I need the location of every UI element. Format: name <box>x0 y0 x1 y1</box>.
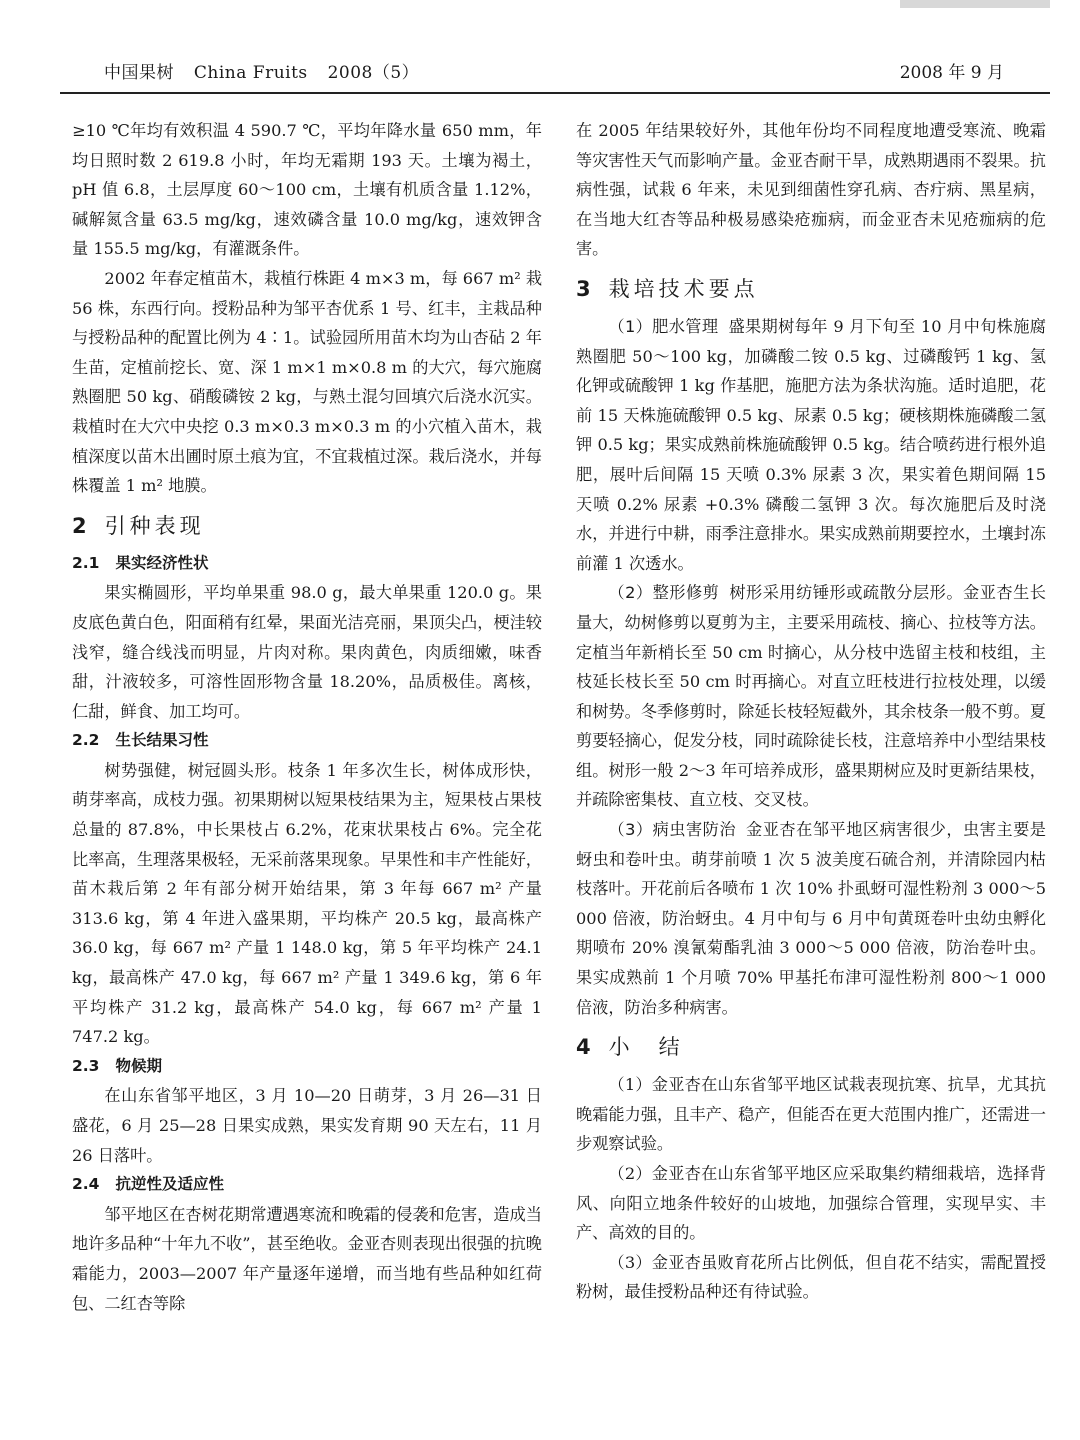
run-in-heading: （1）肥水管理 <box>608 316 719 336</box>
running-header <box>104 58 1004 90</box>
subsection-number: 2.2 <box>72 731 100 750</box>
section-number: 4 <box>576 1035 591 1060</box>
paragraph: 2002 年春定植苗木，栽植行株距 4 m×3 m，每 667 m² 栽 56 株，东西行向。授粉品种为邹平杏优系 1 号、红丰，主栽品种与授粉品种的配置比例为 4∶1。试验园所用苗木均为山杏砧 2 年生苗，定植前挖长、宽、深 1 m×1 m×0.8 m 的大穴，每穴施腐熟圈肥 50 kg、硝酸磷铵 2 kg，与熟土混匀回填穴后浇水沉实。栽植时在大穴中央挖 0.3 m×0.3 m×0.3 m 的小穴植入苗木，栽植深度以苗木出圃时原土痕为宜，不宜栽植过深。栽后浇水，并每株覆盖 1 m² 地膜。 <box>72 268 543 496</box>
section-heading <box>576 274 1046 304</box>
subsection-heading <box>72 1170 542 1200</box>
paragraph: 在 2005 年结果较好外，其他年份均不同程度地遭受寒流、晚霜等灾害性天气而影响产量。金亚杏耐干旱，成熟期遇雨不裂果。抗病性强，试栽 6 年来，未见到细菌性穿孔病、杏疔病、黑星病，在当地大红杏等品种极易感染疮痂病，而金亚杏未见疮痂病的危害。 <box>576 121 1046 259</box>
paragraph <box>576 578 1046 815</box>
paragraph-text: 树形采用纺锤形或疏散分层形。金亚杏生长量大，幼树修剪以夏剪为主，主要采用疏枝、摘心、拉枝等方法。定植当年新梢长至 50 cm 时摘心，从分枝中选留主枝和枝组，主枝延长枝长至 50 cm 时再摘心。对直立旺枝进行拉枝处理，以缓和树势。冬季修剪时，除延长枝轻短截外，其余枝条一般不剪。夏剪要轻摘心，促发分枝，同时疏除徒长枝，注意培养中小型结果枝组。树形一般 2～3 年可培养成形，盛果期树应及时更新结果枝，并疏除密集枝、直立枝、交叉枝。 <box>576 583 1046 810</box>
subsection-title: 物候期 <box>115 1056 162 1075</box>
journal-info <box>104 58 433 83</box>
header-divider <box>60 92 1050 94</box>
paragraph: 树势强健，树冠圆头形。枝条 1 年多次生长，树体成形快，萌芽率高，成枝力强。初果期树以短果枝结果为主，短果枝占果枝总量的 87.8%，中长果枝占 6.2%，花束状果枝占 6%。完全花比率高，生理落果极轻，无采前落果现象。早果性和丰产性能好，苗木栽后第 2 年有部分树开始结果，第 3 年每 667 m² 产量 313.6 kg，第 4 年进入盛果期，平均株产 20.5 kg，最高株产 36.0 kg，每 667 m² 产量 1 148.0 kg，第 5 年平均株产 24.1 kg，最高株产 47.0 kg，每 667 m² 产量 1 349.6 kg，第 6 年平均株产 31.2 kg，最高株产 54.0 kg，每 667 m² 产量 1 747.2 kg。 <box>72 760 542 1047</box>
paragraph <box>576 815 1046 1022</box>
subsection-heading <box>72 1052 542 1082</box>
scan-edge-strip <box>900 0 1050 8</box>
section-title: 小 结 <box>608 1035 684 1060</box>
subsection-heading <box>72 726 542 756</box>
journal-name-cn: 中国果树 <box>104 63 174 83</box>
issue-date: 2008 年 9 月 <box>899 63 1004 83</box>
section-title: 栽培技术要点 <box>608 276 759 301</box>
paragraph: （3）金亚杏虽败育花所占比例低，但自花不结实，需配置授粉树，最佳授粉品种还有待试验。 <box>576 1252 1046 1302</box>
subsection-title: 抗逆性及适应性 <box>115 1175 224 1194</box>
paragraph: （2）金亚杏在山东省邹平地区应采取集约精细栽培，选择背风、向阳立地条件较好的山坡地，加强综合管理，实现早实、丰产、高效的目的。 <box>576 1164 1046 1243</box>
subsection-number: 2.1 <box>72 553 100 572</box>
right-column <box>576 116 1046 1307</box>
paragraph-text: 金亚杏在邹平地区病害很少，虫害主要是蚜虫和卷叶虫。萌芽前喷 1 次 5 波美度石硫合剂，并清除园内枯枝落叶。开花前后各喷布 1 次 10% 扑虱蚜可湿性粉剂 3 000～5 000 倍液，防治蚜虫。4 月中旬与 6 月中旬黄斑卷叶虫幼虫孵化期喷布 20% 溴氰菊酯乳油 3 000～5 000 倍液，防治卷叶虫。果实成熟前 1 个月喷 70% 甲基托布津可湿性粉剂 800～1 000 倍液，防治多种病害。 <box>576 820 1046 1017</box>
paragraph: 果实椭圆形，平均单果重 98.0 g，最大单果重 120.0 g。果皮底色黄白色，阳面稍有红晕，果面光洁亮丽，果顶尖凸，梗洼较浅窄，缝合线浅而明显，片肉对称。果肉黄色，肉质细嫩，味香甜，汁液较多，可溶性固形物含量 18.20%，品质极佳。离核，仁甜，鲜食、加工均可。 <box>72 583 542 721</box>
journal-issue: 2008（5） <box>327 63 420 83</box>
paragraph: （1）金亚杏在山东省邹平地区试栽表现抗寒、抗旱，尤其抗晚霜能力强，且丰产、稳产，但能否在更大范围内推广，还需进一步观察试验。 <box>576 1075 1046 1154</box>
run-in-heading: （3）病虫害防治 <box>608 820 737 840</box>
section-number: 2 <box>72 513 87 538</box>
paragraph <box>576 312 1046 578</box>
paragraph: ≥10 ℃年均有效积温 4 590.7 ℃，平均年降水量 650 mm，年均日照时数 2 619.8 小时，年均无霜期 193 天。土壤为褐土，pH 值 6.8，土层厚度 60～100 cm，土壤有机质含量 1.12%，碱解氮含量 63.5 mg/kg，速效磷含量 10.0 mg/kg，速效钾含量 155.5 mg/kg，有灌溉条件。 <box>72 121 542 259</box>
left-column <box>72 116 542 1318</box>
run-in-heading: （2）整形修剪 <box>608 583 720 603</box>
section-heading <box>576 1032 1046 1062</box>
subsection-title: 果实经济性状 <box>115 553 209 572</box>
section-number: 3 <box>576 276 591 301</box>
subsection-heading <box>72 549 542 579</box>
subsection-number: 2.3 <box>72 1056 100 1075</box>
paragraph: 在山东省邹平地区，3 月 10—20 日萌芽，3 月 26—31 日盛花，6 月 25—28 日果实成熟，果实发育期 90 天左右，11 月 26 日落叶。 <box>72 1086 543 1165</box>
section-title: 引种表现 <box>104 513 205 538</box>
journal-name-en: China Fruits <box>193 63 308 83</box>
subsection-title: 生长结果习性 <box>115 731 209 750</box>
paragraph: 邹平地区在杏树花期常遭遇寒流和晚霜的侵袭和危害，造成当地许多品种“十年九不收”，甚至绝收。金亚杏则表现出很强的抗晚霜能力，2003—2007 年产量逐年递增，而当地有些品种如红荷包、二红杏等除 <box>72 1204 542 1313</box>
section-heading <box>72 511 542 541</box>
paragraph-text: 盛果期树每年 9 月下旬至 10 月中旬株施腐熟圈肥 50～100 kg，加磷酸二铵 0.5 kg、过磷酸钙 1 kg、氢化钾或硫酸钾 1 kg 作基肥，施肥方法为条状沟施。适时追肥，花前 15 天株施硫酸钾 0.5 kg、尿素 0.5 kg；硬核期株施磷酸二氢钾 0.5 kg；果实成熟前株施硫酸钾 0.5 kg。结合喷药进行根外追肥，展叶后间隔 15 天喷 0.3% 尿素 3 次，果实着色期间隔 15 天喷 0.2% 尿素 +0.3% 磷酸二氢钾 3 次。每次施肥后及时浇水，并进行中耕，雨季注意排水。果实成熟前期要控水，土壤封冻前灌 1 次透水。 <box>576 316 1046 573</box>
subsection-number: 2.4 <box>72 1175 100 1194</box>
